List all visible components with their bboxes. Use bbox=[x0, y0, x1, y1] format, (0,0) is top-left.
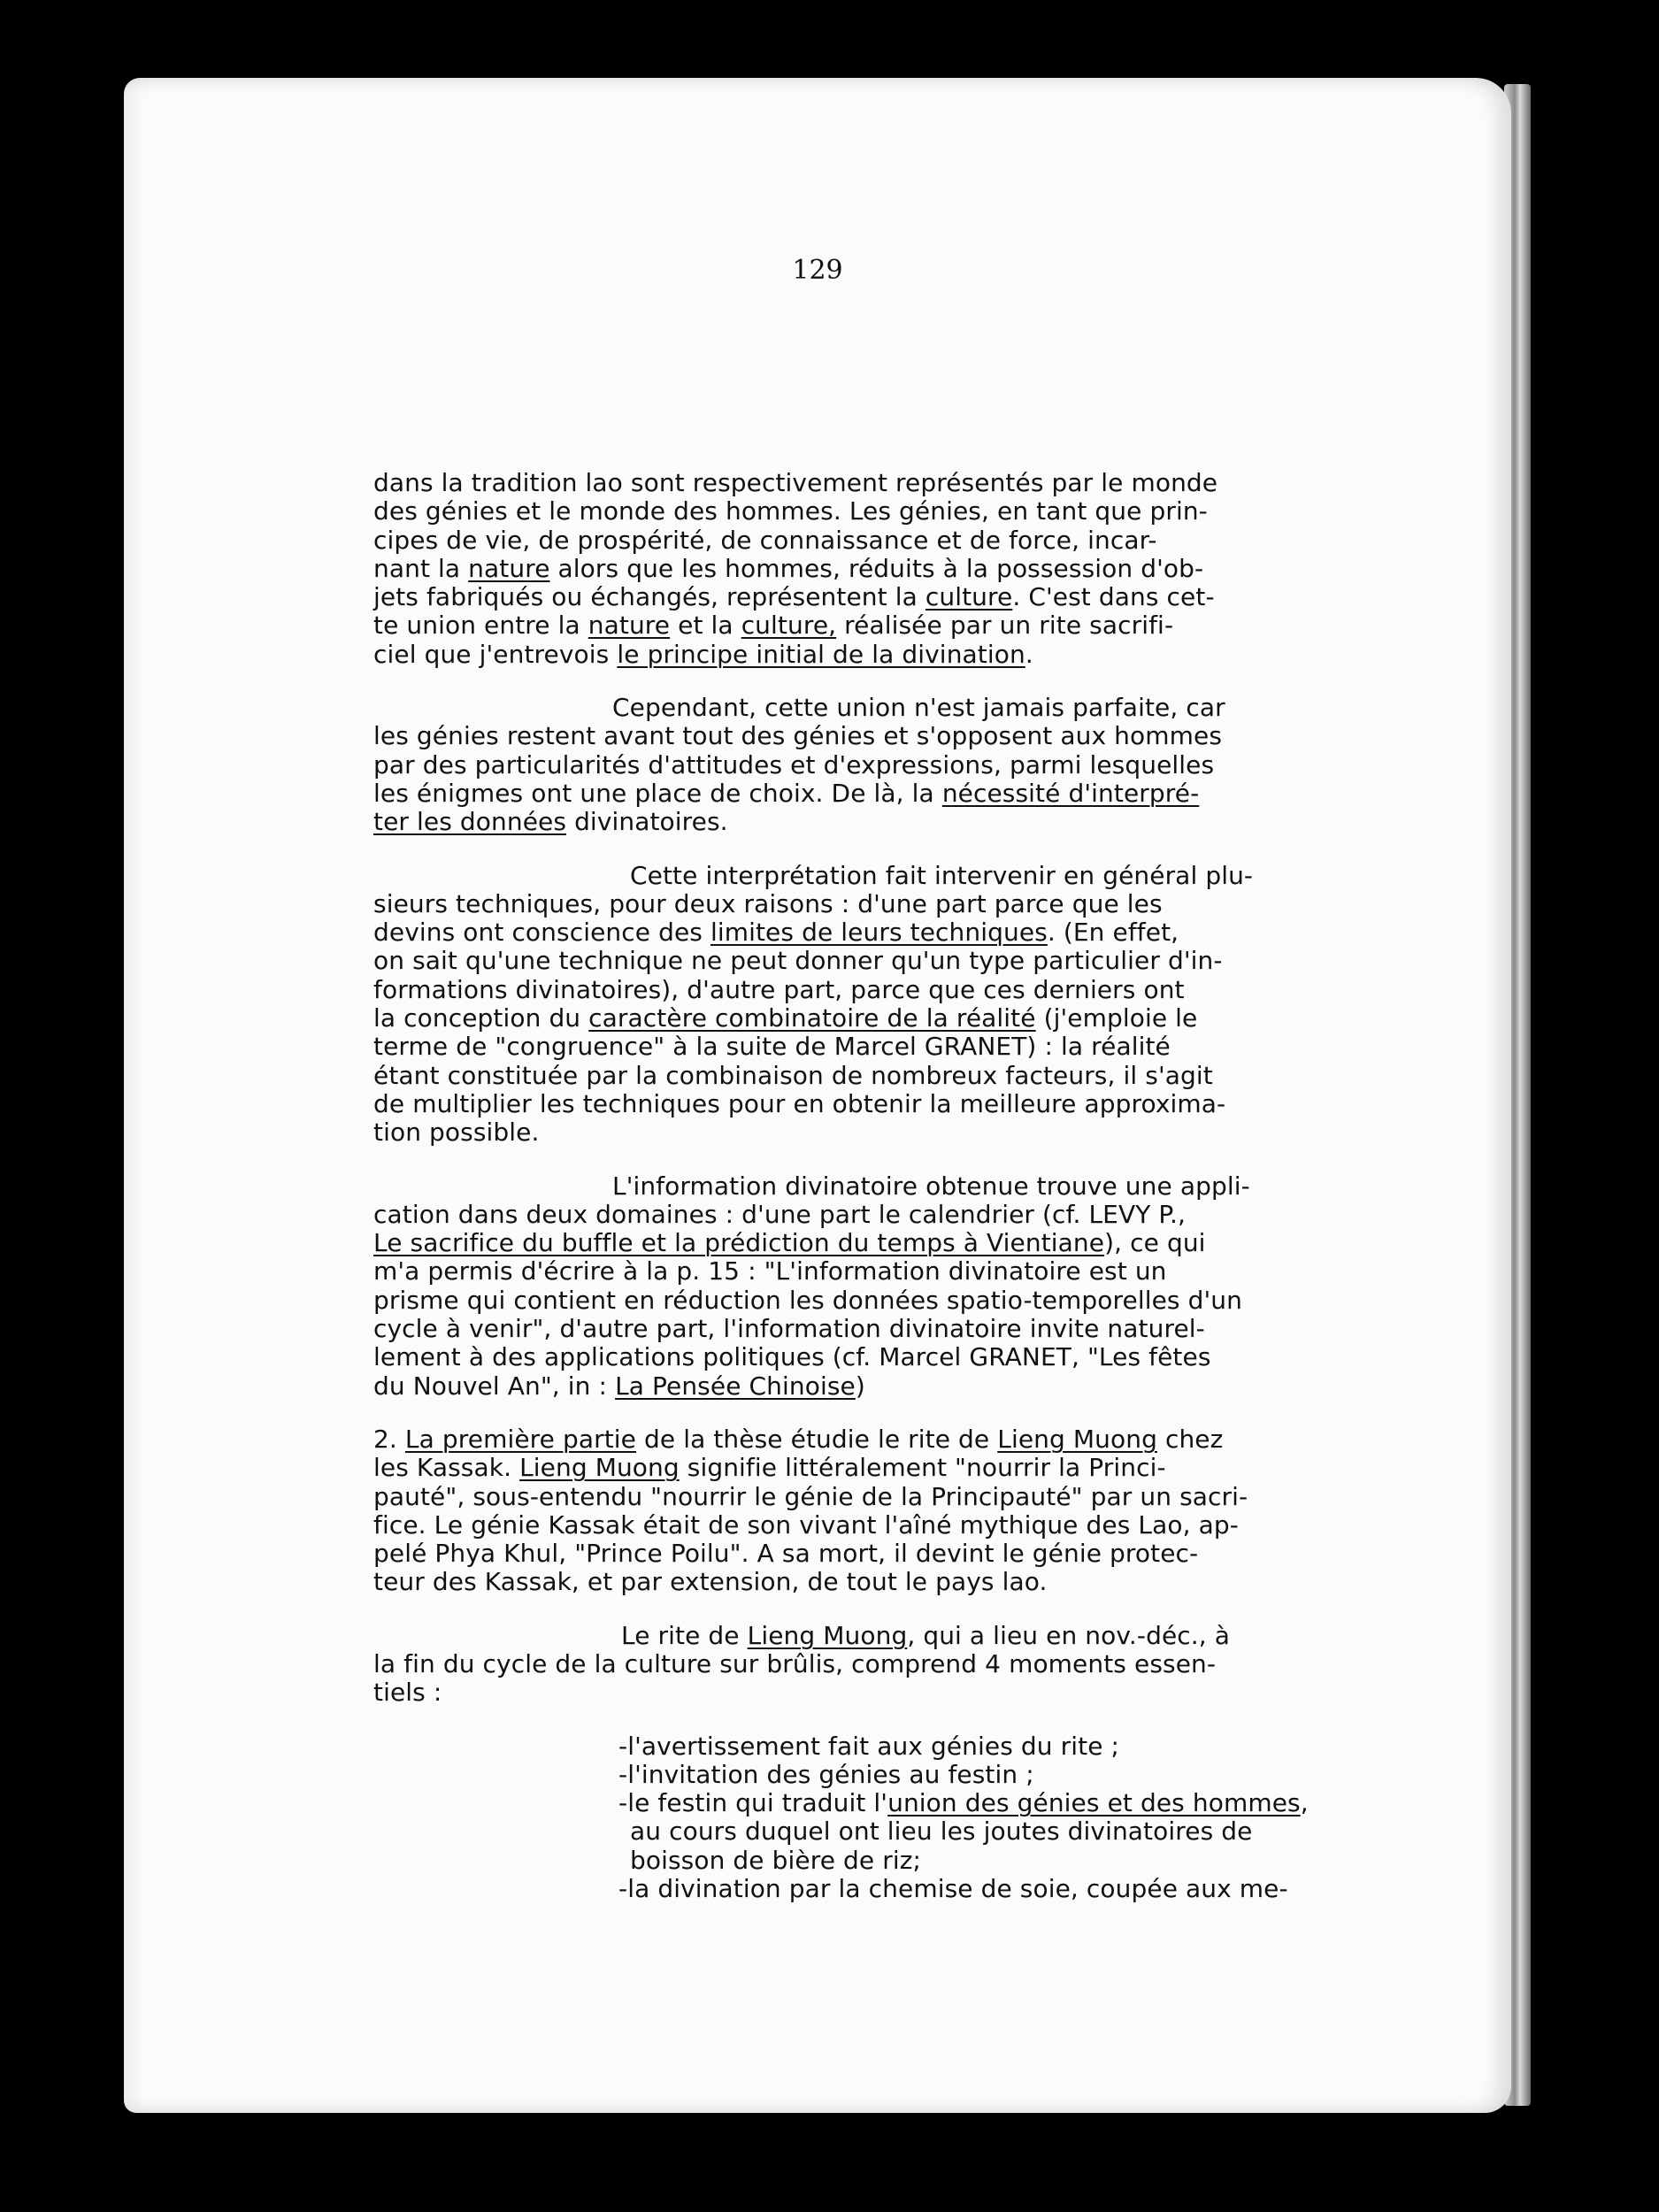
text-run: te union entre la bbox=[373, 611, 588, 641]
underlined-phrase: nature bbox=[468, 553, 550, 583]
text-run: -la divination par la chemise de soie, coupée aux me- bbox=[618, 1874, 1288, 1904]
paragraph bbox=[373, 469, 1400, 669]
text-run: des génies et le monde des hommes. Les génies, en tant que prin- bbox=[373, 496, 1208, 526]
text-line bbox=[373, 694, 1400, 722]
text-line bbox=[373, 976, 1400, 1004]
underlined-phrase: La Pensée Chinoise bbox=[615, 1371, 856, 1401]
text-run: chez bbox=[1156, 1424, 1224, 1454]
text-run: la fin du cycle de la culture sur brûlis, comprend 4 moments essen- bbox=[373, 1648, 1217, 1678]
text-run: Le rite de bbox=[621, 1620, 748, 1650]
text-run: (j'emploie le bbox=[1035, 1003, 1198, 1033]
text-run: dans la tradition lao sont respectivement représentés par le monde bbox=[373, 468, 1218, 497]
text-line bbox=[373, 469, 1400, 497]
text-run: cipes de vie, de prospérité, de connaissance et de force, incar- bbox=[373, 525, 1157, 555]
text-line bbox=[373, 1286, 1400, 1315]
text-run: on sait qu'une technique ne peut donner qu'un type particulier d'in- bbox=[373, 946, 1223, 976]
text-line bbox=[373, 862, 1400, 890]
underlined-phrase: union des génies et des hommes bbox=[887, 1788, 1301, 1818]
text-run: jets fabriqués ou échangés, représentent la bbox=[373, 582, 926, 612]
text-run: ) bbox=[855, 1371, 865, 1401]
text-run: du Nouvel An", in : bbox=[373, 1371, 616, 1401]
text-run: cycle à venir", d'autre part, l'information divinatoire invite naturel- bbox=[373, 1314, 1205, 1344]
text-line bbox=[373, 808, 1400, 836]
text-run: terme de "congruence" à la suite de Marcel GRANET) : la réalité bbox=[373, 1032, 1171, 1062]
paragraph-gap bbox=[373, 1148, 1400, 1172]
text-run: -l'invitation des génies au festin ; bbox=[618, 1759, 1034, 1789]
underlined-phrase: nécessité d'interpré- bbox=[941, 778, 1200, 808]
underlined-phrase: ter les données bbox=[373, 807, 567, 837]
list-block bbox=[373, 1732, 1400, 1904]
text-line bbox=[373, 751, 1400, 780]
text-line bbox=[373, 722, 1400, 750]
text-run: les Kassak. bbox=[373, 1453, 520, 1483]
text-run: . (En effet, bbox=[1047, 918, 1179, 948]
underlined-phrase: Lieng Muong bbox=[747, 1620, 908, 1650]
text-line bbox=[373, 1789, 1400, 1817]
text-run: L'information divinatoire obtenue trouve une appli- bbox=[612, 1171, 1250, 1201]
text-run: -le festin qui traduit l' bbox=[618, 1788, 888, 1818]
underlined-phrase: limites de leurs techniques bbox=[710, 918, 1048, 948]
text-run: , bbox=[1300, 1788, 1309, 1818]
text-run: tion possible. bbox=[373, 1118, 540, 1148]
paragraph-gap bbox=[373, 1597, 1400, 1622]
underlined-phrase: Lieng Muong bbox=[997, 1424, 1157, 1454]
text-line bbox=[373, 1257, 1400, 1286]
underlined-phrase: Le sacrifice du buffle et la prédiction du temps à Vientiane bbox=[373, 1228, 1105, 1258]
text-run: de multiplier les techniques pour en obtenir la meilleure approxima- bbox=[373, 1088, 1226, 1118]
text-run: -l'avertissement fait aux génies du rite ; bbox=[618, 1731, 1120, 1761]
text-run: fice. Le génie Kassak était de son vivant l'aîné mythique des Lao, ap- bbox=[373, 1509, 1239, 1540]
text-line bbox=[373, 1732, 1400, 1761]
text-line bbox=[373, 1622, 1400, 1650]
text-line bbox=[373, 1343, 1400, 1371]
paragraph-gap bbox=[373, 837, 1400, 862]
text-run: ), ce qui bbox=[1104, 1228, 1206, 1258]
text-line bbox=[373, 1372, 1400, 1401]
paragraph bbox=[373, 1172, 1400, 1401]
text-line bbox=[373, 1454, 1400, 1482]
text-line bbox=[373, 1425, 1400, 1454]
text-line bbox=[373, 1540, 1400, 1568]
text-run: tiels : bbox=[373, 1678, 442, 1708]
text-line bbox=[373, 1172, 1400, 1201]
text-line bbox=[373, 641, 1400, 669]
text-run: de la thèse étudie le rite de bbox=[636, 1424, 998, 1454]
text-line bbox=[373, 1761, 1400, 1789]
text-run: , qui a lieu en nov.-déc., à bbox=[907, 1620, 1231, 1650]
text-line bbox=[373, 583, 1400, 611]
text-line bbox=[373, 1315, 1400, 1343]
text-line bbox=[373, 1033, 1400, 1061]
text-run: lement à des applications politiques (cf. Marcel GRANET, "Les fêtes bbox=[373, 1342, 1211, 1372]
text-line bbox=[373, 1875, 1400, 1903]
underlined-phrase: La première partie bbox=[404, 1424, 637, 1454]
text-run: signifie littéralement "nourrir la Princi- bbox=[679, 1453, 1166, 1483]
text-run: par des particularités d'attitudes et d'expressions, parmi lesquelles bbox=[373, 749, 1215, 780]
text-line bbox=[373, 918, 1400, 947]
text-run: . C'est dans cet- bbox=[1012, 582, 1215, 612]
text-run: alors que les hommes, réduits à la possession d'ob- bbox=[549, 553, 1204, 583]
underlined-phrase: le principe initial de la divination bbox=[617, 639, 1025, 669]
text-run: pauté", sous-entendu "nourrir le génie de la Principauté" par un sacri- bbox=[373, 1481, 1248, 1511]
text-line bbox=[373, 497, 1400, 526]
text-run: la conception du bbox=[373, 1003, 589, 1033]
text-line bbox=[373, 1004, 1400, 1033]
text-line bbox=[373, 1817, 1400, 1846]
text-run: teur des Kassak, et par extension, de tout le pays lao. bbox=[373, 1567, 1048, 1597]
text-line bbox=[373, 890, 1400, 918]
underlined-phrase: caractère combinatoire de la réalité bbox=[588, 1003, 1036, 1033]
paragraph-gap bbox=[373, 1401, 1400, 1425]
text-run: les énigmes ont une place de choix. De là, la bbox=[373, 778, 942, 808]
text-run: m'a permis d'écrire à la p. 15 : "L'information divinatoire est un bbox=[373, 1256, 1167, 1286]
text-line bbox=[373, 1568, 1400, 1596]
text-run: 2. bbox=[373, 1424, 405, 1454]
text-run: divinatoires. bbox=[566, 807, 728, 837]
text-line bbox=[373, 1483, 1400, 1511]
paragraph-gap bbox=[373, 669, 1400, 694]
text-run: et la bbox=[670, 611, 741, 641]
paragraph-gap bbox=[373, 1708, 1400, 1732]
underlined-phrase: culture, bbox=[741, 611, 837, 641]
text-run: réalisée par un rite sacrifi- bbox=[836, 611, 1174, 641]
text-line bbox=[373, 1201, 1400, 1229]
underlined-phrase: Lieng Muong bbox=[519, 1453, 680, 1483]
text-line bbox=[373, 1847, 1400, 1875]
text-run: les génies restent avant tout des génies et s'opposent aux hommes bbox=[373, 721, 1223, 751]
text-run: Cependant, cette union n'est jamais parfaite, car bbox=[612, 693, 1225, 723]
text-line bbox=[373, 1511, 1400, 1540]
text-line bbox=[373, 555, 1400, 583]
text-run: étant constituée par la combinaison de nombreux facteurs, il s'agit bbox=[373, 1060, 1213, 1090]
text-run: au cours duquel ont lieu les joutes divinatoires de bbox=[630, 1816, 1253, 1847]
text-line bbox=[373, 611, 1400, 640]
text-run: Cette interprétation fait intervenir en général plu- bbox=[630, 860, 1254, 890]
text-run: sieurs techniques, pour deux raisons : d'une part parce que les bbox=[373, 888, 1163, 918]
text-run: pelé Phya Khul, "Prince Poilu". A sa mort, il devint le génie protec- bbox=[373, 1539, 1199, 1569]
paragraph bbox=[373, 1622, 1400, 1708]
text-run: ciel que j'entrevois bbox=[373, 639, 618, 669]
text-run: prisme qui contient en réduction les données spatio-temporelles d'un bbox=[373, 1285, 1242, 1315]
text-line bbox=[373, 780, 1400, 808]
underlined-phrase: culture bbox=[925, 582, 1013, 612]
text-line bbox=[373, 526, 1400, 555]
text-line bbox=[373, 947, 1400, 975]
text-line bbox=[373, 1118, 1400, 1147]
text-run: nant la bbox=[373, 553, 469, 583]
text-line bbox=[373, 1229, 1400, 1257]
text-line bbox=[373, 1090, 1400, 1118]
text-run: devins ont conscience des bbox=[373, 918, 710, 948]
paragraph bbox=[373, 1425, 1400, 1597]
text-run: formations divinatoires), d'autre part, parce que ces derniers ont bbox=[373, 974, 1185, 1004]
text-line bbox=[373, 1650, 1400, 1678]
page-body bbox=[373, 469, 1400, 1903]
paragraph bbox=[373, 862, 1400, 1148]
underlined-phrase: nature bbox=[588, 611, 671, 641]
text-line bbox=[373, 1062, 1400, 1090]
book-page bbox=[124, 78, 1511, 2113]
paragraph bbox=[373, 694, 1400, 836]
page-number: 129 bbox=[792, 255, 843, 286]
text-run: . bbox=[1025, 639, 1033, 669]
text-line bbox=[373, 1678, 1400, 1707]
text-run: boisson de bière de riz; bbox=[630, 1845, 922, 1875]
text-run: cation dans deux domaines : d'une part le calendrier (cf. LEVY P., bbox=[373, 1199, 1187, 1229]
